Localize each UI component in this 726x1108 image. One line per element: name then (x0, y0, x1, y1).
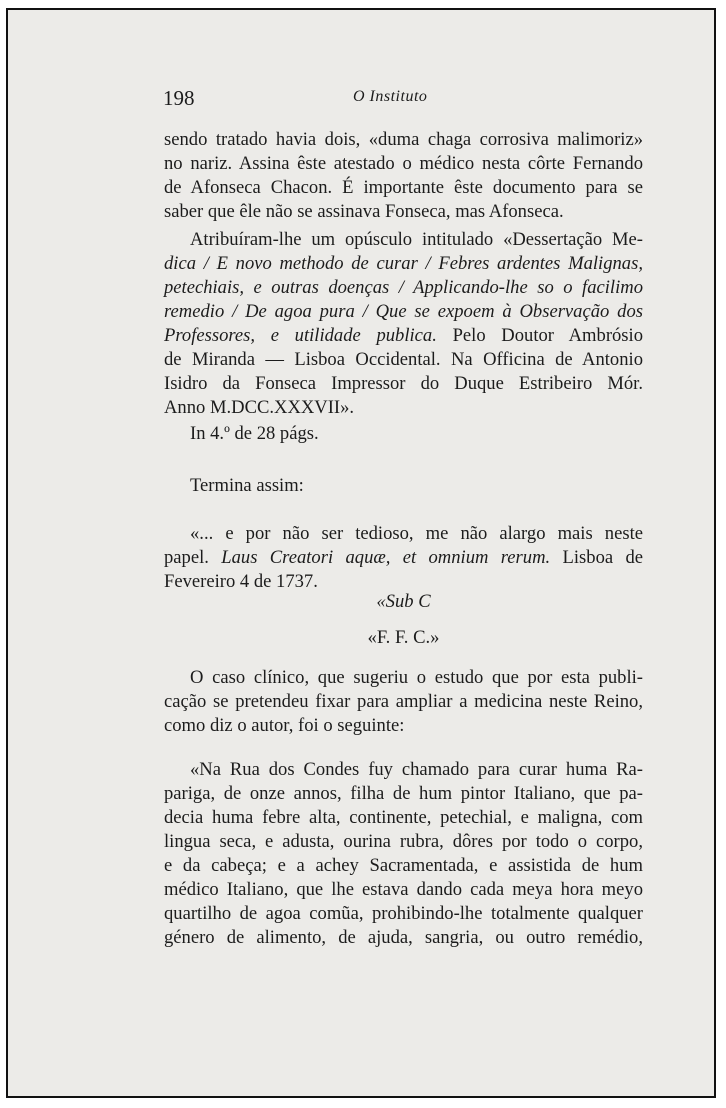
signature-sub (164, 590, 643, 614)
running-title: O Instituto (353, 88, 428, 105)
text-line: lingua seca, e adusta, ourina rubra, dôres por todo o corpo, (164, 831, 643, 852)
text-fragment: Lisboa de (550, 547, 644, 568)
text-line: «... e por não ser tedioso, me não alargo mais neste (190, 523, 643, 544)
text-line: género de alimento, de ajuda, sangria, ou outro remédio, (164, 927, 643, 948)
title-fragment: Professores, e utilidade publica. (164, 325, 437, 346)
text-line: «Sub C (376, 591, 431, 612)
book-page (6, 8, 716, 1098)
signature-initials (164, 626, 643, 650)
paragraph-7 (164, 758, 643, 950)
latin-phrase: Laus Creatori aquæ, et omnium rerum. (221, 547, 551, 568)
paragraph-2 (164, 228, 643, 420)
text-line: de Miranda — Lisboa Occidental. Na Officina de Antonio (164, 349, 643, 370)
paragraph-1 (164, 128, 643, 224)
text-fragment: papel. (164, 547, 222, 568)
page-header (8, 86, 714, 116)
text-line: Anno M.DCC.XXXVII». (164, 397, 355, 418)
text-line: no nariz. Assina êste atestado o médico nesta côrte Fernando (164, 153, 643, 174)
paragraph-6 (164, 666, 643, 738)
text-line: cação se pretendeu fixar para ampliar a medicina neste Reino, (164, 691, 643, 712)
text-line: Isidro da Fonseca Impressor do Duque Estribeiro Mór. (164, 373, 643, 394)
text-line: Atribuíram-lhe um opúsculo intitulado «Dessertação Me- (190, 229, 643, 250)
text-line: Fevereiro 4 de 1737. (164, 571, 318, 592)
text-line: dica / E novo methodo de curar / Febres ardentes Malignas, (164, 253, 643, 274)
text-line: quartilho de agoa comũa, prohibindo-lhe totalmente qualquer (164, 903, 643, 924)
paragraph-4 (164, 474, 643, 498)
text-line: «Na Rua dos Condes fuy chamado para curar huma Ra- (190, 759, 643, 780)
text-line: O caso clínico, que sugeriu o estudo que por esta publi- (190, 667, 643, 688)
text-line: e da cabeça; e a achey Sacramentada, e assistida de hum (164, 855, 643, 876)
text-line: de Afonseca Chacon. É importante êste documento para se (164, 177, 643, 198)
text-line: médico Italiano, que lhe estava dando cada meya hora meyo (164, 879, 643, 900)
page-number: 198 (163, 86, 195, 110)
text-line: sendo tratado havia dois, «duma chaga corrosiva malimoriz» (164, 129, 643, 150)
text-line: Termina assim: (190, 475, 304, 496)
text-line (164, 546, 643, 570)
text-line: decia huma febre alta, continente, petechial, e maligna, com (164, 807, 643, 828)
text-line: saber que êle não se assinava Fonseca, mas Afonseca. (164, 201, 564, 222)
text-line: pariga, de onze annos, filha de hum pintor Italiano, que pa- (164, 783, 643, 804)
text-line: remedio / De agoa pura / Que se expoem à Observação dos (164, 301, 643, 322)
text-line: como diz o autor, foi o seguinte: (164, 715, 405, 736)
text-line: In 4.º de 28 págs. (190, 423, 319, 444)
paragraph-5 (164, 522, 643, 594)
text-line (164, 324, 643, 348)
paragraph-3 (164, 422, 643, 446)
text-line: petechiais, e outras doenças / Applicando-lhe so o facilimo (164, 277, 643, 298)
text-line: «F. F. C.» (367, 627, 440, 648)
author-fragment: Pelo Doutor Ambrósio (436, 325, 644, 346)
